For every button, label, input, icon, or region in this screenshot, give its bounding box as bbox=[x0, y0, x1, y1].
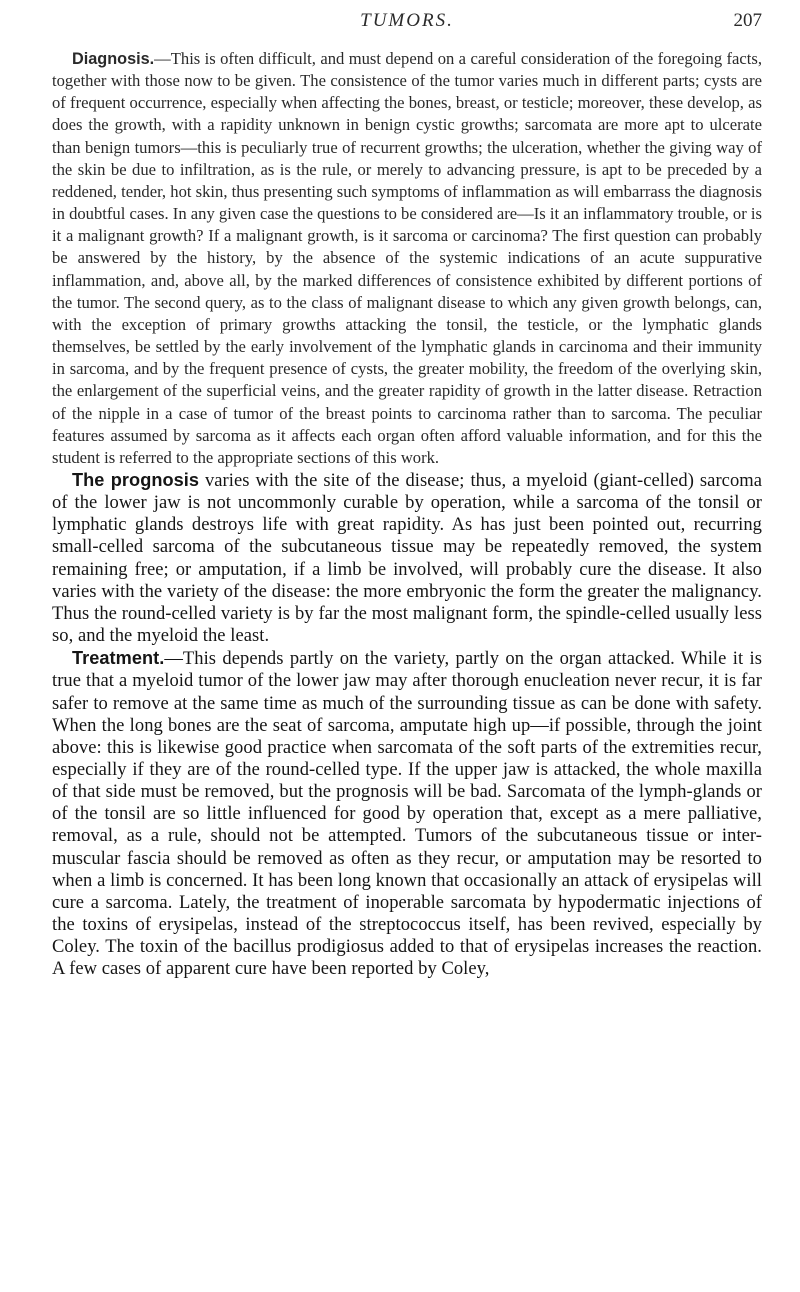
prognosis-text: varies with the site of the disease; thus, a myeloid (giant-celled) sarcoma of the lower jaw is not uncommonly curable by operation, while a sarcoma of the tonsil or lymphatic glands destroys life with great rapidity. As has just been pointed out, recurring small-celled sarcoma of the subcutaneous tissue may be repeatedly removed, the system remaining free; or amputation, if a limb be involved, will probably cure the disease. It also varies with the variety of the disease: the more embryonic the form the greater the malignancy. Thus the round-celled variety is by far the most malignant form, the spindle-celled usually less so, and the myeloid the least. bbox=[52, 469, 762, 647]
diagnosis-heading: Diagnosis. bbox=[72, 50, 155, 68]
treatment-text: —This depends partly on the variety, partly on the organ attacked. While it is true that a myeloid tumor of the lower jaw may after thorough enucleation never recur, it is far safer to remove at the same time as much of the surrounding tissue as can be done with safety. When the long bones are the seat of sarcoma, amputate high up—if possible, through the joint above: this is likewise good practice when sarcomata of the soft parts of the extremities recur, especially if they are of the round-celled type. If the upper jaw is attacked, the whole maxilla of that side must be removed, but the prognosis will be bad. Sarcomata of the lymph-glands or of the tonsil are so little influenced for good by operation that, except as a mere palliative, removal, as a rule, should not be attempted. Tumors of the subcutaneous tissue or inter-muscular fascia should be removed as often as they recur, or amputation may be resorted to when a limb is concerned. It has been long known that occasionally an attack of erysipelas will cure a sarcoma. Lately, the treatment of inoperable sarcomata by hypodermatic injections of the toxins of erysipelas, instead of the streptococcus itself, has been revived, especially by Coley. The toxin of the bacillus prodigiosus added to that of erysipelas increases the reaction. A few cases of apparent cure have been reported by Coley, bbox=[52, 648, 762, 980]
book-page bbox=[52, 10, 762, 981]
prognosis-paragraph bbox=[52, 469, 762, 647]
diagnosis-paragraph bbox=[52, 48, 762, 469]
treatment-paragraph bbox=[52, 647, 762, 980]
page-number: 207 bbox=[733, 10, 762, 31]
treatment-heading: Treatment. bbox=[72, 648, 165, 669]
running-head bbox=[52, 10, 762, 38]
body-text bbox=[52, 48, 762, 981]
diagnosis-text: —This is often difficult, and must depend on a careful consideration of the foregoing facts, together with those now to be given. The consistence of the tumor varies much in different parts; cysts are of frequent occurrence, especially when affecting the bones, breast, or testicle; moreover, these develop, as does the growth, with a rapidity unknown in benign cystic growths; sarcomata are more apt to ulcerate than benign tumors—this is peculiarly true of recurrent growths; the ulceration, whether the giving way of the skin be due to infiltration, as is the rule, or merely to advancing pressure, is apt to be preceded by a reddened, tender, hot skin, thus presenting such symptoms of inflammation as will embarrass the diagnosis in doubtful cases. In any given case the questions to be considered are—Is it an inflammatory trouble, or is it a malignant growth? If a malignant growth, is it sarcoma or carcinoma? The first question can probably be answered by the history, by the absence of the systemic indications of an acute suppurative inflammation, and, above all, by the marked differences of consistence exhibited by different portions of the tumor. The second query, as to the class of malignant disease to which any given growth belongs, can, with the exception of primary growths attacking the tonsil, the testicle, or the lymphatic glands themselves, be settled by the early involvement of the lymphatic glands in carcinoma and their immunity in sarcoma, and by the frequent presence of cysts, the greater mobility, the freedom of the overlying skin, the enlargement of the superficial veins, and the greater rapidity of growth in the latter disease. Retraction of the nipple in a case of tumor of the breast points to carcinoma rather than to sarcoma. The peculiar features assumed by sarcoma as it affects each organ often afford valuable information, and for this the student is referred to the appropriate sections of this work. bbox=[52, 49, 762, 467]
prognosis-heading: The prognosis bbox=[72, 469, 200, 490]
running-title: TUMORS. bbox=[360, 10, 454, 31]
